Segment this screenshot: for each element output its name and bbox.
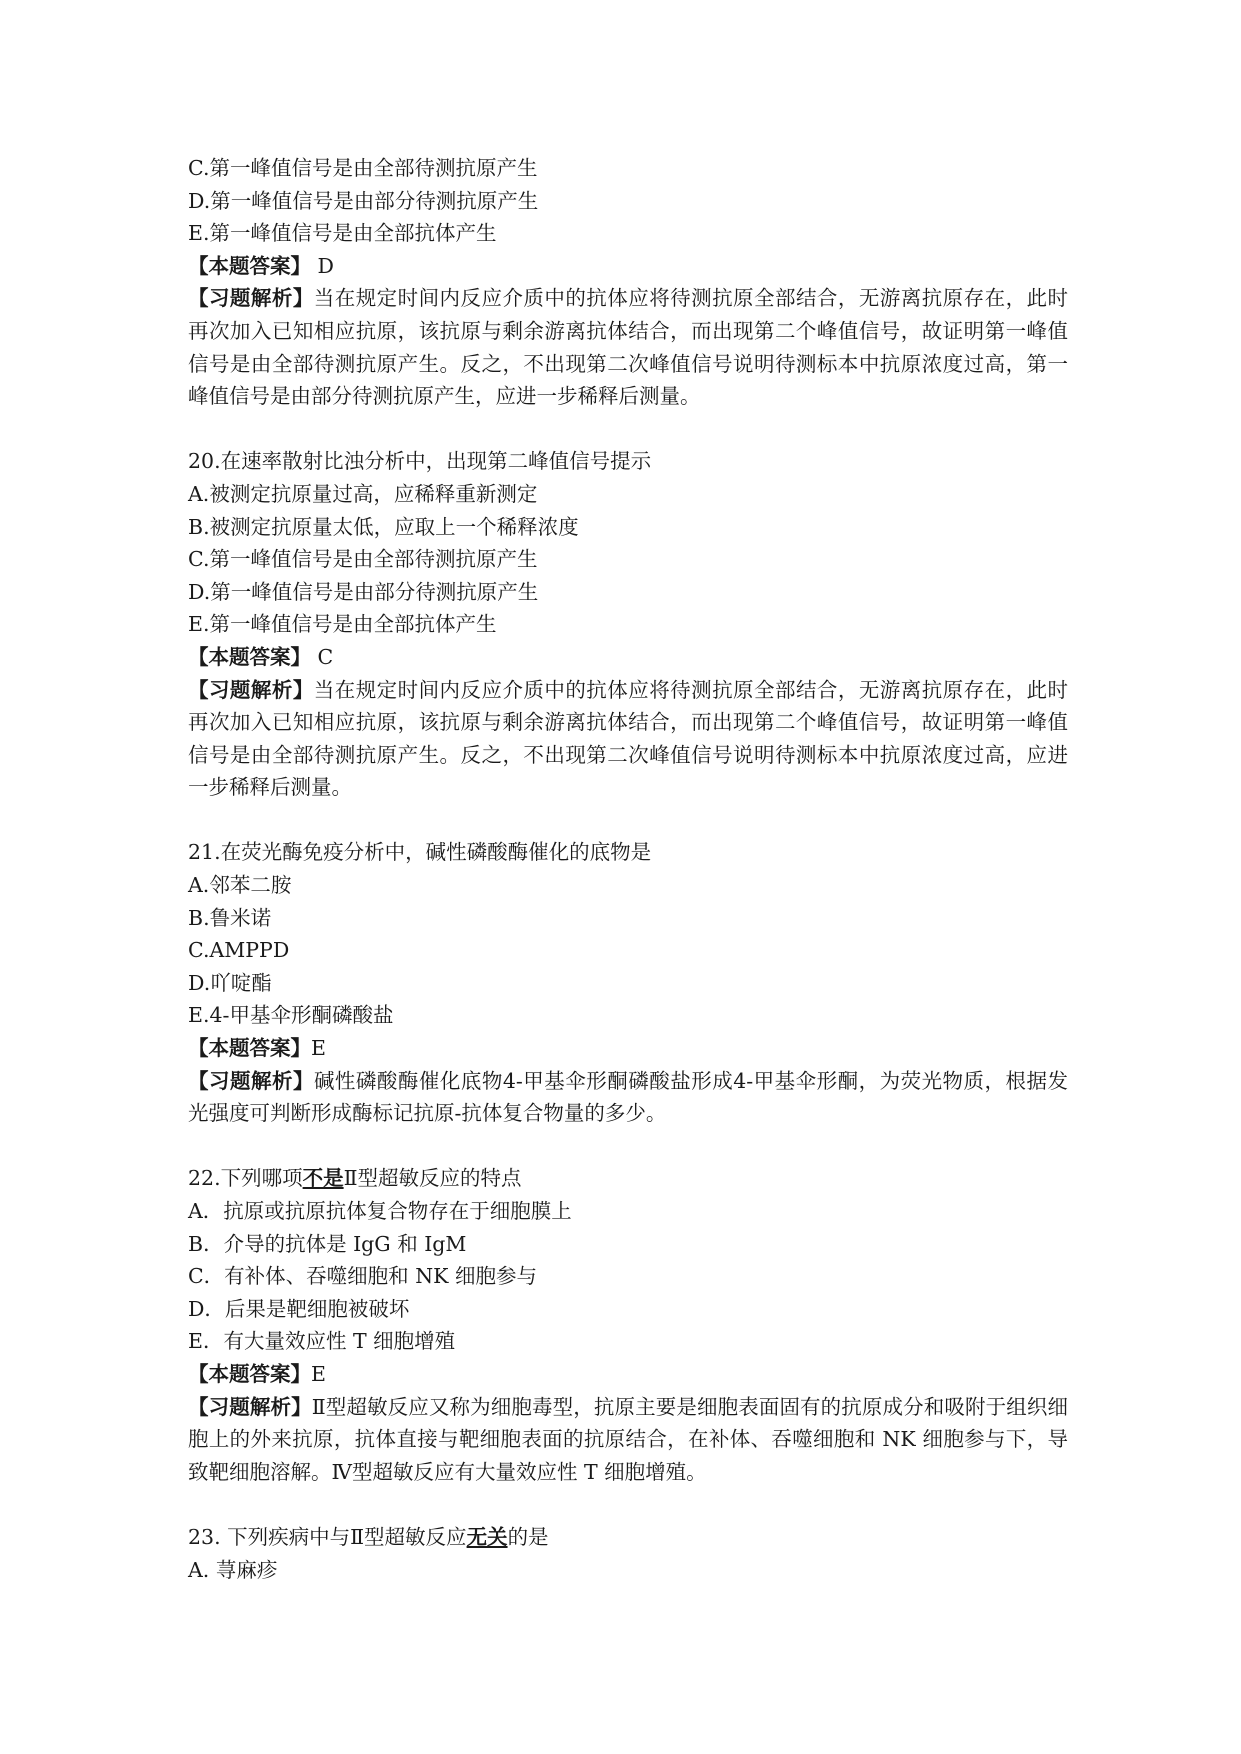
analysis	[188, 674, 1068, 804]
option-c: C.AMPPD	[188, 938, 290, 963]
question-20	[188, 445, 1068, 804]
analysis-text: Ⅱ型超敏反应又称为细胞毒型，抗原主要是细胞表面固有的抗原成分和吸附于组织细胞上的外来抗原，抗体直接与靶细胞表面的抗原结合，在补体、吞噬细胞和 NK 细胞参与下，导致靶细胞溶解。Ⅳ型超敏反应有大量效应性 T 细胞增殖。	[188, 1394, 1069, 1484]
analysis-label: 【习题解析】	[188, 1068, 314, 1093]
option-a: A.邻苯二胺	[188, 873, 292, 898]
option-c: C．有补体、吞噬细胞和 NK 细胞参与	[188, 1264, 537, 1289]
question-stem	[188, 1521, 1068, 1554]
question-19-tail	[188, 152, 1068, 413]
answer-label: 【本题答案】	[188, 644, 311, 669]
answer-value: E	[311, 1361, 326, 1386]
option-a: A.被测定抗原量过高，应稀释重新测定	[188, 481, 538, 506]
option-d: D.第一峰值信号是由部分待测抗原产生	[188, 579, 539, 604]
option-e: E．有大量效应性 T 细胞增殖	[188, 1329, 456, 1354]
option-e: E.第一峰值信号是由全部抗体产生	[188, 221, 497, 246]
question-stem: 20.在速率散射比浊分析中，出现第二峰值信号提示	[188, 449, 652, 474]
answer-value: C	[311, 644, 334, 669]
stem-text: Ⅱ型超敏反应的特点	[343, 1166, 522, 1191]
question-stem: 21.在荧光酶免疫分析中，碱性磷酸酶催化的底物是	[188, 840, 652, 865]
option-c: C.第一峰值信号是由全部待测抗原产生	[188, 547, 538, 572]
option-d: D.吖啶酯	[188, 970, 272, 995]
analysis-text: 当在规定时间内反应介质中的抗体应将待测抗原全部结合，无游离抗原存在，此时再次加入已知相应抗原，该抗原与剩余游离抗体结合，而出现第二个峰值信号，故证明第一峰值信号是由全部待测抗原产生。反之，不出现第二次峰值信号说明待测标本中抗原浓度过高，应进一步稀释后测量。	[188, 677, 1068, 800]
option-d: D.第一峰值信号是由部分待测抗原产生	[188, 188, 539, 213]
answer-label: 【本题答案】	[188, 1036, 311, 1061]
option-a: A．抗原或抗原抗体复合物存在于细胞膜上	[188, 1199, 572, 1223]
answer-value: E	[311, 1036, 326, 1061]
analysis-label: 【习题解析】	[188, 677, 314, 702]
document-page	[188, 152, 1068, 1586]
option-e: E.第一峰值信号是由全部抗体产生	[188, 612, 497, 637]
analysis	[188, 282, 1068, 412]
stem-emphasis: 无关	[466, 1524, 508, 1549]
analysis-text: 碱性磷酸酶催化底物4-甲基伞形酮磷酸盐形成4-甲基伞形酮，为荧光物质，根据发光强度可判断形成酶标记抗原-抗体复合物量的多少。	[188, 1068, 1069, 1126]
analysis-label: 【习题解析】	[188, 286, 314, 311]
option-b: B．介导的抗体是 IgG 和 IgM	[188, 1231, 467, 1256]
stem-text: 的是	[507, 1524, 549, 1549]
answer-label: 【本题答案】	[188, 253, 311, 278]
option-c: C.第一峰值信号是由全部待测抗原产生	[188, 156, 538, 180]
stem-emphasis: 不是	[302, 1166, 344, 1191]
stem-text: 23. 下列疾病中与Ⅱ型超敏反应	[188, 1524, 467, 1549]
analysis	[188, 1391, 1068, 1489]
question-23	[188, 1521, 1068, 1586]
answer-line	[188, 641, 1068, 674]
analysis-label: 【习题解析】	[188, 1394, 312, 1419]
stem-text: 22.下列哪项	[188, 1166, 303, 1191]
option-e: E.4-甲基伞形酮磷酸盐	[188, 1003, 394, 1028]
analysis	[188, 1065, 1068, 1130]
option-b: B.鲁米诺	[188, 905, 272, 930]
question-stem	[188, 1162, 1068, 1195]
option-b: B.被测定抗原量太低，应取上一个稀释浓度	[188, 514, 579, 539]
answer-line	[188, 250, 1068, 283]
answer-line	[188, 1032, 1068, 1065]
option-a: A. 荨麻疹	[188, 1557, 278, 1582]
answer-value: D	[311, 253, 334, 278]
analysis-text: 当在规定时间内反应介质中的抗体应将待测抗原全部结合，无游离抗原存在，此时再次加入已知相应抗原，该抗原与剩余游离抗体结合，而出现第二个峰值信号，故证明第一峰值信号是由全部待测抗原产生。反之，不出现第二次峰值信号说明待测标本中抗原浓度过高，第一峰值信号是由部分待测抗原产生，应进一步稀释后测量。	[188, 286, 1068, 409]
answer-line	[188, 1358, 1068, 1391]
answer-label: 【本题答案】	[188, 1361, 311, 1386]
question-22	[188, 1162, 1068, 1488]
question-21	[188, 836, 1068, 1129]
option-d: D．后果是靶细胞被破坏	[188, 1296, 410, 1321]
